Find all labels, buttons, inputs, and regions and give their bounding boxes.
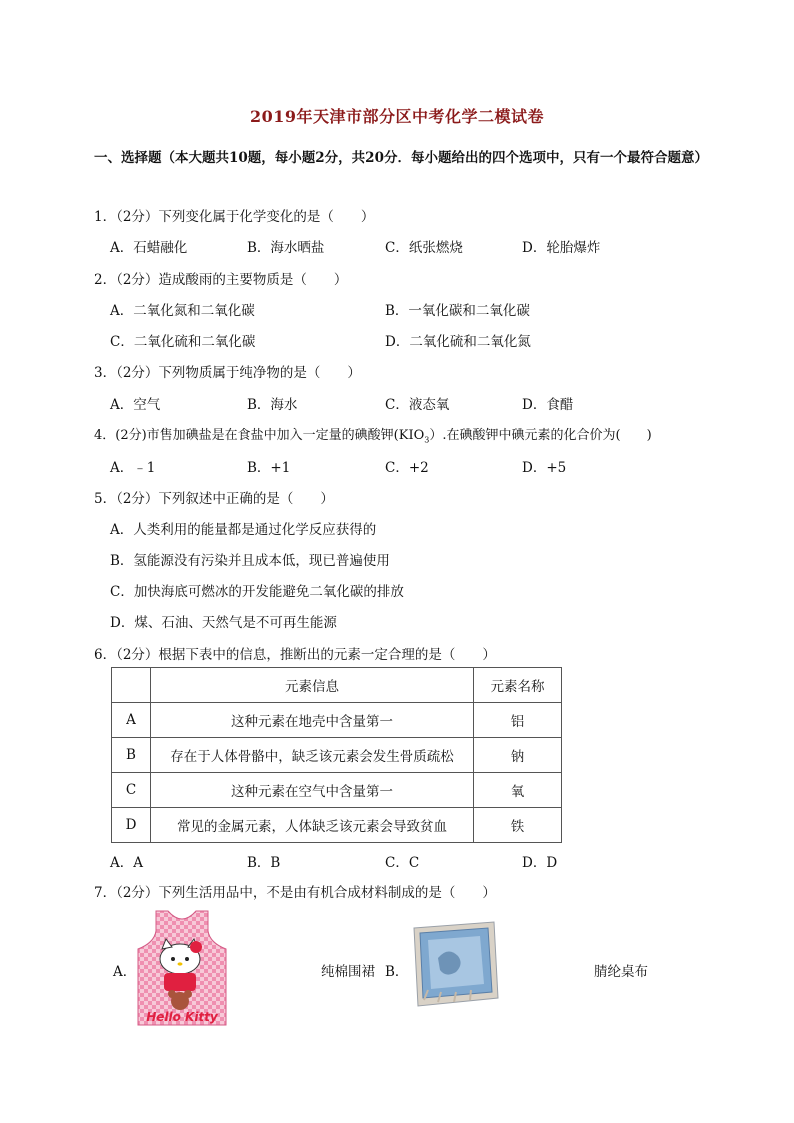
question-3-stem: 3．（2分）下列物质属于纯净物的是（ ） [94, 365, 361, 381]
q5-option-b: B．氢能源没有污染并且成本低，现已普遍使用 [110, 553, 390, 569]
q6-option-a: A．A [110, 855, 143, 871]
q2-option-b: B．一氧化碳和二氧化碳 [385, 303, 530, 319]
section-heading: 一、选择题（本大题共10题，每小题2分，共20分．每小题给出的四个选项中，只有一个最符合题意） [94, 150, 708, 166]
element-info-table [111, 667, 562, 843]
q5-option-a: A．人类利用的能量都是通过化学反应获得的 [110, 522, 377, 538]
q4-option-c: C．+2 [385, 460, 429, 476]
apron-image [136, 909, 228, 1027]
q7-option-a-letter: A． [113, 964, 137, 980]
question-2-stem: 2．（2分）造成酸雨的主要物质是（ ） [94, 272, 348, 288]
q7-option-b-text: 腈纶桌布 [594, 964, 648, 980]
question-4-stem [94, 424, 652, 445]
table-cell: C [112, 773, 151, 808]
apron-brand-text: Hello Kitty [146, 1010, 218, 1024]
q6-option-c: C．C [385, 855, 420, 871]
q7-option-b-letter: B． [385, 964, 409, 980]
table-header-cell: 元素信息 [151, 668, 474, 703]
table-row [112, 703, 562, 738]
table-cell: 存在于人体骨骼中，缺乏该元素会发生骨质疏松 [151, 738, 474, 773]
table-cell: A [112, 703, 151, 738]
q3-option-a: A．空气 [110, 397, 161, 413]
page-title: 2019年天津市部分区中考化学二模试卷 [249, 107, 545, 126]
table-header-row [112, 668, 562, 703]
table-cell: 这种元素在地壳中含量第一 [151, 703, 474, 738]
table-row [112, 738, 562, 773]
q6-option-b: B．B [247, 855, 281, 871]
table-cell: B [112, 738, 151, 773]
q3-option-b: B．海水 [247, 397, 298, 413]
q4-stem-part-a: 4．(2分)市售加碘盐是在食盐中加入一定量的碘酸钾(KIO [94, 428, 425, 443]
table-row [112, 808, 562, 843]
q4-option-d: D．+5 [522, 460, 567, 476]
q4-option-a: A．﹣1 [110, 460, 156, 476]
q1-option-a: A．石蜡融化 [110, 240, 188, 256]
question-7-stem: 7．（2分）下列生活用品中，不是由有机合成材料制成的是（ ） [94, 885, 496, 901]
q3-option-c: C．液态氧 [385, 397, 450, 413]
q3-option-d: D．食醋 [522, 397, 574, 413]
q1-option-b: B．海水晒盐 [247, 240, 325, 256]
table-cell: 铁 [474, 808, 562, 843]
q2-option-c: C．二氧化硫和二氧化碳 [110, 334, 256, 350]
q1-option-c: C．纸张燃烧 [385, 240, 463, 256]
q2-option-a: A．二氧化氮和二氧化碳 [110, 303, 255, 319]
table-cell: 铝 [474, 703, 562, 738]
table-cell: 氧 [474, 773, 562, 808]
question-6-stem: 6．（2分）根据下表中的信息，推断出的元素一定合理的是（ ） [94, 647, 496, 663]
table-header-cell: 元素名称 [474, 668, 562, 703]
q6-option-d: D．D [522, 855, 558, 871]
table-cell: 钠 [474, 738, 562, 773]
q2-option-d: D．二氧化硫和二氧化氮 [385, 334, 531, 350]
q5-option-d: D．煤、石油、天然气是不可再生能源 [110, 615, 337, 631]
q4-stem-part-b: ）.在碘酸钾中碘元素的化合价为( ) [429, 428, 652, 443]
table-header-cell [112, 668, 151, 703]
q4-stem-subscript: 3 [424, 435, 430, 445]
table-cell: 常见的金属元素，人体缺乏该元素会导致贫血 [151, 808, 474, 843]
q5-option-c: C．加快海底可燃冰的开发能避免二氧化碳的排放 [110, 584, 404, 600]
question-5-stem: 5．（2分）下列叙述中正确的是（ ） [94, 491, 334, 507]
q4-option-b: B．+1 [247, 460, 291, 476]
question-1-stem: 1．（2分）下列变化属于化学变化的是（ ） [94, 209, 375, 225]
tablecloth-image [408, 920, 500, 1008]
table-cell: D [112, 808, 151, 843]
table-cell: 这种元素在空气中含量第一 [151, 773, 474, 808]
q7-option-a-text: 纯棉围裙 [321, 964, 375, 980]
q1-option-d: D．轮胎爆炸 [522, 240, 601, 256]
table-row [112, 773, 562, 808]
